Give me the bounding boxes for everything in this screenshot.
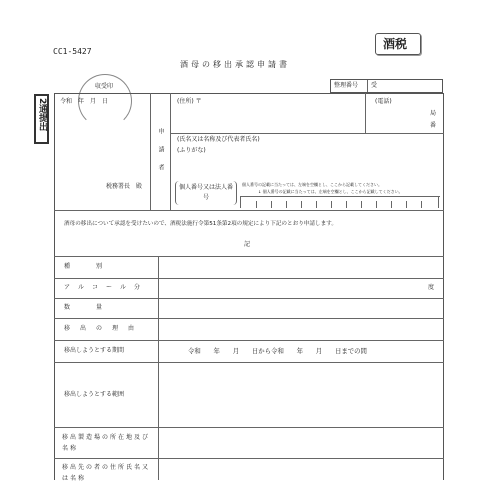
application-date: 令和 年 月 日 <box>60 98 109 105</box>
addressee-tax-office: 税務署長 殿 <box>106 183 143 190</box>
furigana-label: (ふりがな) <box>177 147 206 154</box>
row-label-type: 種 別 <box>64 263 105 270</box>
phone-office-code: 局 <box>430 110 437 117</box>
alcohol-unit: 度 <box>428 284 435 291</box>
mynumber-label-box <box>175 181 237 205</box>
row-label-quantity: 数 量 <box>64 304 105 311</box>
row-label-alcohol: ア ル コ ー ル 分 <box>64 284 142 291</box>
ledger-number-label: 整理番号 <box>334 82 359 89</box>
form-code: CC1-5427 <box>53 47 92 56</box>
phone-number-suffix: 番 <box>430 122 437 129</box>
applicant-label: 申請者 <box>157 128 164 182</box>
ki-heading: 記 <box>244 241 251 248</box>
document-title: 酒母の移出承認申請書 <box>180 60 290 69</box>
mynumber-label: 個人番号又は法人番号 <box>178 184 233 201</box>
tax-category-tag <box>375 33 421 55</box>
address-label: (住所) 〒 <box>177 98 202 105</box>
mynumber-note-1: 個人番号の記載に当たっては、左端を空欄とし、ここから記載してください。 <box>242 182 382 187</box>
tax-category-text: 酒税 <box>383 37 408 51</box>
submission-count-text: 2通提出 <box>37 98 47 132</box>
phone-label: (電話) <box>375 98 392 105</box>
row-label-destination: 移出先の者の住所氏名又は名称 <box>62 464 151 482</box>
row-label-origin: 移出製造場の所在地及び名称 <box>62 434 151 452</box>
ledger-number-prefix: 受 <box>371 82 378 89</box>
receipt-stamp-label: 収受印 <box>95 83 114 90</box>
submission-count-label <box>34 94 49 144</box>
application-statement: 酒母の移出について承認を受けたいので、酒税法施行令第51条第2項の規定により下記のとおり申請します。 <box>64 221 337 227</box>
row-label-period: 移出しようとする期間 <box>64 347 125 354</box>
row-label-reason: 移 出 の 理 由 <box>64 325 137 332</box>
mynumber-note-2: ↓ 個人番号の記載に当たっては、左端を空欄とし、ここから記載してください。 <box>258 189 403 194</box>
period-value: 令和 年 月 日から令和 年 月 日までの間 <box>188 347 367 355</box>
name-label: (氏名又は名称及び代表者氏名) <box>177 136 260 143</box>
ledger-number-box <box>330 79 443 93</box>
row-label-range: 移出しようとする範囲 <box>64 391 125 398</box>
